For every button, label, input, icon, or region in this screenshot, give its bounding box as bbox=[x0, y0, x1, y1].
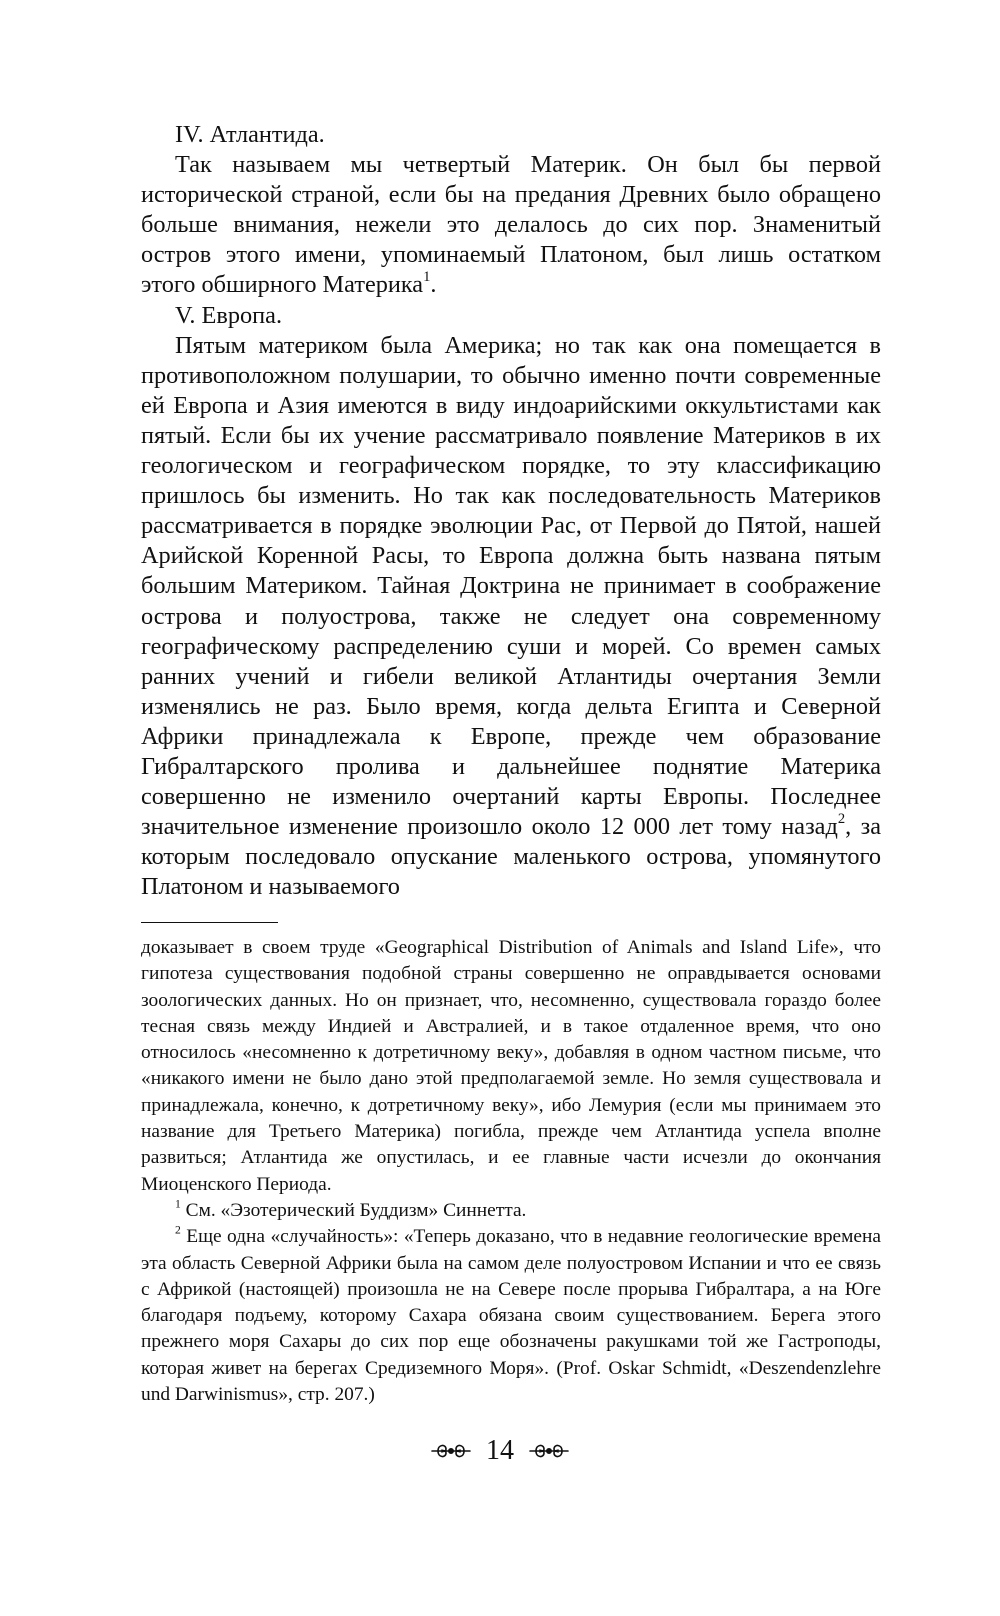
footnote-2-mark: 2 bbox=[175, 1223, 181, 1237]
footnote-divider bbox=[141, 922, 278, 923]
paragraph-europe-text-a: Пятым материком была Америка; но так как она помещается в противоположном полушарии, то обычно именно почти современные ей Европа и Азия имеются в виду индоарийскими оккультистами как пятый. Если бы их учение рассматривало появление Материков в их геологическом и географическом порядке, то эту классификацию пришлось бы изменить. Но так как последовательность Материков рассматривается в порядке эволюции Рас, от Первой до Пятой, нашей Арийской Коренной Расы, то Европа должна быть названа пятым большим Материком. Тайная Доктрина не принимает в соображение острова и полуострова, также не следует она современному географическому распределению суши и морей. Со времен самых ранних учений и гибели великой Атлантиды очертания Земли изменялись не раз. Было время, когда дельта Египта и Северной Африки принадлежала к Европе, прежде чем образование Гибралтарского пролива и дальнейшее поднятие Материка совершенно не изменило очертаний карты Европы. Последнее значительное изменение произошло около 12 000 лет тому назад bbox=[141, 331, 881, 841]
footnote-1 bbox=[141, 1198, 881, 1224]
page-footer bbox=[0, 1429, 1000, 1471]
footnote-1-mark: 1 bbox=[175, 1197, 181, 1211]
footnote-ref-2[interactable]: 2 bbox=[837, 811, 846, 828]
footnotes bbox=[141, 935, 881, 1408]
section-heading-atlantis: IV. Атлантида. bbox=[175, 121, 325, 148]
page-number: 14 bbox=[486, 1434, 514, 1466]
footnote-2 bbox=[141, 1224, 881, 1408]
main-text bbox=[141, 120, 881, 902]
paragraph-europe-text-b: , за которым последовало опускание маленького острова, упомянутого Платоном и называемого bbox=[141, 813, 881, 901]
decorative-scroll-icon bbox=[430, 1439, 472, 1463]
paragraph-atlantis-end: . bbox=[430, 271, 437, 299]
paragraph-atlantis-text: Так называем мы четвертый Материк. Он был бы первой исторической страной, если бы на предания Древних было обращено больше внимания, нежели это делалось до сих пор. Знаменитый остров этого имени, упоминаемый Платоном, был лишь остатком этого обширного Материка bbox=[141, 151, 881, 299]
footnote-1-text: См. «Эзотерический Буддизм» Синнетта. bbox=[180, 1199, 527, 1221]
footnote-ref-1[interactable]: 1 bbox=[423, 269, 431, 286]
footnote-2-text: Еще одна «случайность»: «Теперь доказано, что в недавние геологические времена эта область Северной Африки была на самом деле полуостровом Испании и что ее связь с Африкой (настоящей) произошла не на Севере после прорыва Гибралтара, а на Юге благодаря подъему, которому Сахара обязана своим существованием. Берега этого прежнего моря Сахары до сих пор еще обозначены ракушками той же Гастроподы, которая живет на берегах Средиземного Моря». (Prof. Oskar Schmidt, «Deszendenzlehre und Darwinismus», стр. 207.) bbox=[141, 1226, 881, 1406]
footnote-continuation: доказывает в своем труде «Geographical Distribution of Animals and Island Life», что гипотеза существования подобной страны совершенно не оправдывается основами зоологических данных. Но он признает, что, несомненно, существовала гораздо более тесная связь между Индией и Австралией, и в такое отдаленное время, что оно относилось «несомненно к дотретичному веку», добавляя в одном частном письме, что «никакого имени не было дано этой предполагаемой земле. Но земля существовала и принадлежала, конечно, к дотретичному веку», ибо Лемурия (если мы принимаем это название для Третьего Материка) погибла, прежде чем Атлантида успела вполне развиться; Атлантида же опустилась, и ее главные части исчезли до окончания Миоценского Периода. bbox=[141, 937, 881, 1195]
decorative-scroll-icon bbox=[528, 1439, 570, 1463]
paragraph-atlantis bbox=[141, 150, 881, 300]
section-heading-europe: V. Европа. bbox=[175, 301, 283, 329]
paragraph-europe bbox=[141, 331, 881, 903]
